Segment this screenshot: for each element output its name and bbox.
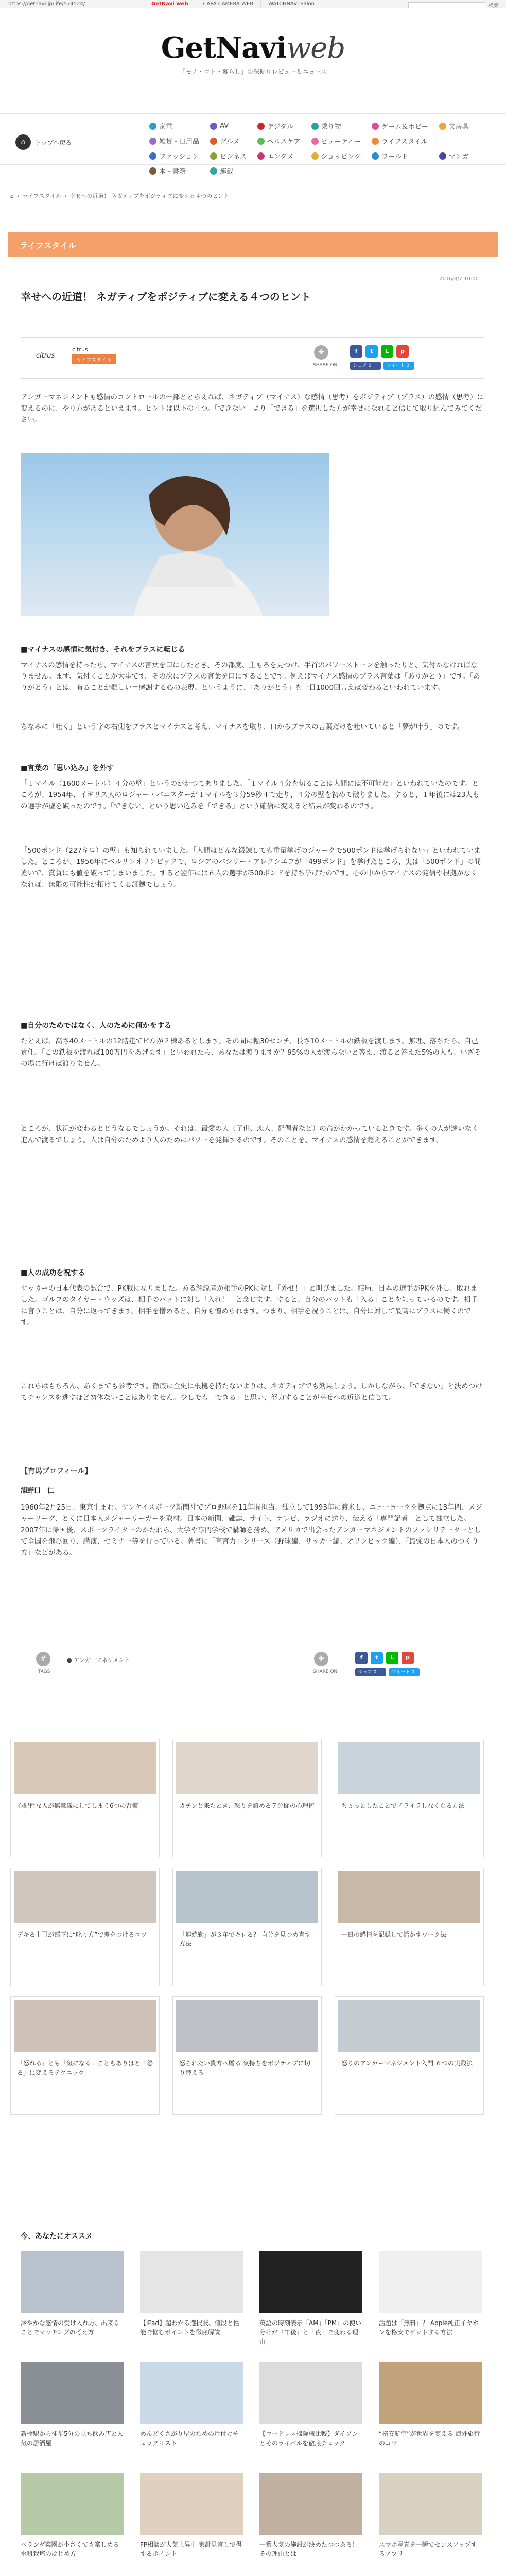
- related-title[interactable]: デキる上司が部下に“叱り方”で差をつけるコツ: [17, 1931, 147, 1938]
- category-label: 家電: [159, 123, 173, 131]
- related-title[interactable]: ちょっとしたことでイライラしなくなる方法: [341, 1802, 465, 1809]
- category-link[interactable]: [311, 136, 365, 146]
- category-dot-icon: [439, 123, 446, 130]
- category-link[interactable]: [372, 151, 432, 161]
- related-thumbnail[interactable]: [338, 2000, 480, 2052]
- author-name[interactable]: citrus: [72, 346, 88, 353]
- recommend-title[interactable]: めんどくさがり屋のための片付けチェックリスト: [140, 2430, 239, 2447]
- recommend-card[interactable]: [379, 2473, 482, 2558]
- category-label: エンタメ: [267, 153, 294, 161]
- share-label: SHARE ON: [313, 363, 338, 368]
- category-dot-icon: [210, 167, 217, 175]
- article-intro: アンガーマネジメントも感情のコントロールの一部ととらえれば、ネガティブ（マイナス）な感情（思考）をポジティブ（プラス）の感情（思考）に変えるのに、やり方があるといえます。ヒントは以下の４つ。「できない」より「できる」を選択した方が幸せになれると信じて取り組んでみてください。: [21, 393, 484, 424]
- recommend-title[interactable]: 冷やかな感情の受け入れ方、出来ることでマッチングの考え方: [21, 2319, 120, 2336]
- logo-sub: web: [286, 31, 345, 65]
- article-hero-image: [21, 453, 329, 616]
- category-dot-icon: [149, 123, 156, 130]
- profile-heading: 【有馬プロフィール】: [21, 1467, 92, 1476]
- category-link[interactable]: [311, 151, 365, 161]
- article-title: 幸せへの近道！ ネガティブをポジティブに変える４つのヒント: [21, 291, 311, 303]
- share-label: SHARE ON: [313, 1669, 338, 1674]
- category-dot-icon: [372, 152, 379, 160]
- section-paragraph: 「500ポンド（227キロ）の壁」も知られていました。「人間はどんな鍛錬しても重量挙げのジャークで500ポンドは挙げられない」といわれていました。ところが、1956年にベルリンオリンピックで、ロシアのバシリー・アレクシエフが「499ポンド」を挙げたところ、実は「500ポンド」の間違いで、賞賛にも値を破ってしまいました。すると翌年には６人の選手が500ポンドを持ち挙げたのです。心の中からマイナスの発信や根拠がなくなれば、無限の可能性が拓けてくる証拠でしょう。: [21, 846, 481, 889]
- category-dot-icon: [149, 138, 156, 145]
- recommend-card[interactable]: [140, 2362, 243, 2448]
- related-thumbnail[interactable]: [176, 2000, 318, 2052]
- category-dot-icon: [149, 152, 156, 160]
- category-label: ワールド: [381, 153, 408, 161]
- recommend-card[interactable]: [259, 2251, 362, 2346]
- home-link-label[interactable]: トップへ戻る: [35, 139, 72, 146]
- recommend-heading: 今、あなたにオススメ: [21, 2232, 93, 2241]
- twitter-count[interactable]: ツイート 0: [389, 1668, 420, 1676]
- section-paragraph: たとえば、高さ40メートルの12階建てビルが２棟あるとします。その間に幅30センチ、長さ10メートルの鉄板を渡します。無理、落ちたら、自己責任。「この鉄板を渡れば100万円をあげます」といわれたら、あなたは渡りますか？95%の人が渡らないと答え、渡ると答えた5%の人も、いざその場に行けば渡りません。: [21, 1037, 481, 1068]
- related-title[interactable]: 心配性な人が無意識にしてしまう6つの習慣: [17, 1802, 138, 1809]
- category-header: [8, 232, 498, 257]
- recommend-thumbnail[interactable]: [21, 2251, 124, 2313]
- related-title[interactable]: 怒られたい貴方へ贈る 気持ちをポジティブに切り替える: [179, 2060, 310, 2076]
- category-label: ビューティー: [321, 138, 361, 146]
- category-header-label: ライフスタイル: [20, 241, 77, 250]
- category-link[interactable]: [372, 136, 432, 146]
- recommend-thumbnail[interactable]: [140, 2251, 243, 2313]
- recommend-title[interactable]: 一番人気の施設が決めたつつある！その理由とは: [259, 2541, 359, 2557]
- category-dot-icon: [372, 138, 379, 145]
- recommend-thumbnail[interactable]: [379, 2251, 482, 2313]
- category-link: [480, 136, 483, 146]
- tag-icon: #: [36, 1652, 50, 1666]
- home-icon[interactable]: ⌂: [10, 192, 14, 199]
- related-thumbnail[interactable]: [14, 1742, 156, 1794]
- site-link-watchnavi[interactable]: WATCHNAVI Salon: [261, 0, 322, 8]
- share-icon: ✚: [314, 345, 328, 360]
- category-link[interactable]: [439, 121, 473, 131]
- breadcrumb-separator: ›: [16, 192, 20, 199]
- recommend-card[interactable]: [21, 2362, 124, 2448]
- related-title[interactable]: カチンと来たとき、怒りを鎮める７分間の心理術: [179, 1802, 315, 1809]
- breadcrumb-current: 幸せへの近道！ ネガティブをポジティブに変える４つのヒント: [69, 193, 230, 199]
- related-title[interactable]: 怒りのアンガーマネジメント入門 ６つの実践法: [341, 2060, 473, 2067]
- recommend-title[interactable]: 【iPad】超わかる選択肢、値段と性能で悩むポイントを徹底解説: [140, 2319, 240, 2336]
- category-link: [480, 121, 483, 131]
- facebook-count[interactable]: シェア 0: [355, 1668, 386, 1676]
- recommend-card[interactable]: [379, 2362, 482, 2448]
- category-label: AV: [220, 122, 229, 130]
- category-label: 雑貨・日用品: [159, 138, 200, 146]
- related-card[interactable]: [335, 1739, 484, 1857]
- search-button[interactable]: 検索: [488, 3, 499, 9]
- author-box: [21, 337, 484, 379]
- recommend-title[interactable]: 英語の時刻表示「AM」「PM」の使い分けが「午後」と「夜」で変わる理由: [259, 2319, 362, 2345]
- category-link[interactable]: [210, 136, 250, 146]
- breadcrumb-category[interactable]: ライフスタイル: [22, 193, 62, 199]
- top-bar: [0, 0, 506, 8]
- line-icon[interactable]: L: [386, 1652, 398, 1664]
- category-dot-icon: [210, 152, 217, 160]
- recommend-thumbnail[interactable]: [379, 2362, 482, 2424]
- category-label: 乗り物: [321, 123, 341, 131]
- category-link: [491, 136, 494, 146]
- category-link[interactable]: [149, 151, 203, 161]
- author-logo[interactable]: citrus: [36, 352, 55, 360]
- related-thumbnail[interactable]: [176, 1871, 318, 1923]
- category-link[interactable]: [257, 151, 304, 161]
- recommend-card[interactable]: [140, 2473, 243, 2558]
- recommend-title[interactable]: ベランダ菜園が小さくても楽しめる 水耕栽培のはじめ方: [21, 2541, 119, 2557]
- recommend-thumbnail[interactable]: [259, 2362, 362, 2424]
- site-link-capa[interactable]: CAPA CAMERA WEB: [196, 0, 261, 8]
- section-paragraph: 「１マイル（1600メートル）４分の壁」というのがかつてありました。「１マイル４分を切ることは人間には不可能だ」といわれていたのです。ところが、1954年、イギリス人のロジャー・バニスターが１マイルを３分59秒４で走り、４分の壁を初めて破りました。すると、１年後には23人もの選手が壁を破ったのです。「できない」という思い込みを「できる」という確信に変えると結果が変わるのです。: [21, 779, 480, 810]
- category-link: [439, 136, 473, 146]
- related-card[interactable]: [172, 1868, 322, 1986]
- share-icon: ✚: [314, 1652, 328, 1666]
- logo-main: GetNavi: [161, 31, 287, 65]
- author-category-tag[interactable]: ライフスタイル: [72, 354, 116, 364]
- home-icon[interactable]: ⌂: [15, 134, 31, 150]
- related-thumbnail[interactable]: [338, 1742, 480, 1794]
- related-card[interactable]: [10, 1868, 160, 1986]
- related-card[interactable]: [10, 1996, 160, 2115]
- category-label: ヘルスケア: [267, 138, 301, 146]
- category-label: 本・書籍: [159, 168, 186, 176]
- recommend-title[interactable]: 【コードレス掃除機比較】ダイソンとそのライバルを徹底チェック: [259, 2430, 358, 2447]
- section-paragraph: マイナスの感情を持ったら、マイナスの言葉を口にしたとき、その都度、主もろを見つけ、手首のパワーストーンを触ったりと、気付かなければなりません。まず、気付くことが大事です。その次にプラスの言葉を口にすることです。例えばマイナス感情のプラス言葉は「ありがとう」です。「ありがとう」とは、有ることが難しい＝感謝する心の表現。というように、「ありがとう」を一日1000回言えば変わるといわれています。: [21, 661, 480, 692]
- search-input[interactable]: [408, 2, 485, 8]
- recommend-title[interactable]: 新橋駅から徒歩5分の立ち飲み店と人気の居酒屋: [21, 2430, 124, 2447]
- category-link[interactable]: [257, 136, 304, 146]
- pocket-icon[interactable]: p: [396, 345, 409, 358]
- tag-link[interactable]: ● アンガーマネジメント: [67, 1657, 130, 1664]
- twitter-icon[interactable]: t: [365, 345, 378, 358]
- profile-name: 浦野口 仁: [21, 1487, 55, 1495]
- category-dot-icon: [372, 123, 379, 130]
- category-dot-icon: [210, 123, 217, 130]
- tags-share-row: [21, 1641, 484, 1687]
- category-dot-icon: [311, 138, 319, 145]
- category-link[interactable]: [149, 121, 203, 131]
- category-label: ライフスタイル: [381, 138, 428, 146]
- category-link: [491, 151, 494, 161]
- recommend-thumbnail[interactable]: [140, 2473, 243, 2535]
- category-nav: [0, 113, 506, 176]
- site-search: [408, 1, 499, 9]
- twitter-count[interactable]: ツイート 0: [383, 362, 414, 370]
- section-paragraph: サッカーの日本代表の試合で、PK戦になりました。ある解説者が相手のPKに対し「外せ！」と叫びました。結局、日本の選手がPKを外し、敗れました。ゴルフのタイガー・ウッズは、相手のパットに対し「入れ！」と念じます。すると、自分のパットも「入る」ことを知っているのです。相手に言うことは、自分に返ってきます。相手を憎めると、自分も憎められます。つまり、相手を祝うことは、自分に対して最高にプラスに働くのです。: [21, 1284, 478, 1327]
- recommend-card[interactable]: [140, 2251, 243, 2337]
- category-link[interactable]: [257, 121, 304, 131]
- category-label: ビジネス: [220, 153, 247, 161]
- section-heading: ■自分のためではなく、人のために何かをする: [21, 1022, 171, 1030]
- related-title[interactable]: 一日の感情を記録して活かすワーク法: [341, 1931, 447, 1938]
- recommend-thumbnail[interactable]: [21, 2473, 124, 2535]
- related-thumbnail[interactable]: [176, 1742, 318, 1794]
- category-link: [491, 121, 494, 131]
- category-label: 連載: [220, 168, 234, 176]
- category-link[interactable]: [149, 166, 203, 176]
- recommend-card[interactable]: [379, 2251, 482, 2337]
- related-title[interactable]: 「怒れる」とも「気になる」こともありはと「怒る」に変えるテクニック: [17, 2060, 153, 2076]
- site-link-getnavi[interactable]: GetNavi web: [144, 0, 196, 8]
- section-paragraph: ちなみに「吐く」という字の右側をプラスとマイナスと考え、マイナスを取り、口からプラスの言葉だけを吐いていると「夢が叶う」のです。: [21, 723, 464, 731]
- related-card[interactable]: [335, 1868, 484, 1986]
- recommend-title[interactable]: スマホ写真を一瞬でセンスアップするアプリ: [379, 2541, 477, 2557]
- category-dot-icon: [257, 152, 265, 160]
- recommend-thumbnail[interactable]: [259, 2251, 362, 2313]
- section-heading: ■人の成功を祝する: [21, 1269, 85, 1277]
- recommend-thumbnail[interactable]: [379, 2473, 482, 2535]
- category-label: グルメ: [220, 138, 240, 146]
- category-link: [480, 151, 483, 161]
- recommend-card[interactable]: [21, 2473, 124, 2558]
- article-date: 2016/8/7 10:00: [439, 276, 479, 282]
- category-dot-icon: [257, 123, 265, 130]
- recommend-card[interactable]: [21, 2251, 124, 2337]
- related-card[interactable]: [172, 1739, 322, 1857]
- category-link[interactable]: [149, 136, 203, 146]
- recommend-thumbnail[interactable]: [21, 2362, 124, 2424]
- category-link[interactable]: [372, 121, 432, 131]
- related-thumbnail[interactable]: [14, 2000, 156, 2052]
- category-dot-icon: [439, 152, 446, 160]
- category-link[interactable]: [210, 151, 250, 161]
- section-heading: ■マイナスの感情に気付き、それをプラスに転じる: [21, 646, 185, 654]
- category-label: ショッピング: [321, 153, 361, 161]
- breadcrumb-separator: ›: [64, 192, 67, 199]
- category-dot-icon: [149, 167, 156, 175]
- pocket-icon[interactable]: p: [402, 1652, 414, 1664]
- related-thumbnail[interactable]: [14, 1871, 156, 1923]
- category-dot-icon: [210, 138, 217, 145]
- category-list: [149, 121, 494, 176]
- section-paragraph: これらはもちろん、あくまでも参考です。徹底に全史に根拠を持たないよりは、ネガティブでも効果しょう。しかしながら、「できない」と決めつけてチャンスを逃すほど勿体ないことはありません。少しでも「できる」と思い、努力することが幸せへの近道と信じて。: [21, 1382, 482, 1402]
- section-heading: ■言葉の「思い込み」を外す: [21, 764, 114, 772]
- category-label: ファッション: [159, 153, 199, 161]
- breadcrumb: [10, 192, 229, 200]
- category-label: 文房具: [448, 123, 469, 131]
- site-switcher: [144, 0, 322, 8]
- category-label: デジタル: [267, 123, 294, 131]
- twitter-icon[interactable]: t: [371, 1652, 383, 1664]
- category-link[interactable]: [439, 151, 473, 161]
- recommend-thumbnail[interactable]: [259, 2473, 362, 2535]
- recommend-title[interactable]: “格安航空”が世界を変える 海外旅行のコツ: [379, 2430, 480, 2447]
- category-label: ゲーム＆ホビー: [381, 123, 428, 131]
- category-dot-icon: [311, 123, 319, 130]
- page-url: https://getnavi.jp/life/574524/: [8, 1, 85, 7]
- facebook-icon[interactable]: f: [350, 345, 362, 358]
- site-tagline: 「モノ・コト・暮らし」の深掘りレビュー＆ニュース: [179, 68, 327, 75]
- line-icon[interactable]: L: [381, 345, 393, 358]
- facebook-count[interactable]: シェア 0: [350, 362, 381, 370]
- category-dot-icon: [257, 138, 265, 145]
- category-label: マンガ: [448, 153, 469, 161]
- category-dot-icon: [311, 152, 319, 160]
- recommend-title[interactable]: 話題は「無料」？ Apple純正イヤホンを格安でゲットする方法: [379, 2319, 479, 2336]
- section-paragraph: ところが、状況が変わるとどうなるでしょうか。それは、最愛の人（子供、恋人、配偶者など）の命がかかっているときです。多くの人が迷いなく進んで渡るでしょう。人は自分のためより人のためにパワーを発揮するのです。そのことを、マイナスの感情を超えることができます。: [21, 1125, 479, 1144]
- related-thumbnail[interactable]: [338, 1871, 480, 1923]
- tag-text[interactable]: アンガーマネジメント: [74, 1657, 130, 1664]
- site-logo[interactable]: [0, 31, 506, 65]
- recommend-card[interactable]: [259, 2362, 362, 2448]
- facebook-icon[interactable]: f: [355, 1652, 368, 1664]
- category-link[interactable]: [311, 121, 365, 131]
- related-card[interactable]: [10, 1739, 160, 1857]
- recommend-title[interactable]: FP相談が人気上昇中 家計見直しで得するポイント: [140, 2541, 242, 2557]
- related-card[interactable]: [335, 1996, 484, 2115]
- tags-label: TAGS: [38, 1669, 50, 1674]
- related-title[interactable]: 「連続勤」が３年でキレる？ 自分を見つめ直す方法: [179, 1931, 311, 1947]
- category-link[interactable]: [210, 166, 250, 176]
- profile-text: 1960年2月25日、東京生まれ。サンケイスポーツ新聞社でプロ野球を11年間担当。独立して1993年に渡米し、ニューヨークを拠点に13年間、メジャーリーグ、とくに日本人メジャーリーガーを取材。日本の新聞、雑誌、サイト、テレビ、ラジオに送り、伝える「専門記者」として独立した。2007年に帰国後、スポーツライターのかたわら、大学や専門学校で講師を務め、アメリカで出会ったアンガーマネジメントのファシリテーターとして全国を飛び回り、講演、セミナー等を行っている。著書に「宣言力」シリーズ（野球編、サッカー編、オリンピック編）、「最強の日本人のつくり方」などがある。: [21, 1503, 482, 1557]
- related-card[interactable]: [172, 1996, 322, 2115]
- recommend-card[interactable]: [259, 2473, 362, 2558]
- recommend-thumbnail[interactable]: [140, 2362, 243, 2424]
- category-link[interactable]: [210, 121, 250, 131]
